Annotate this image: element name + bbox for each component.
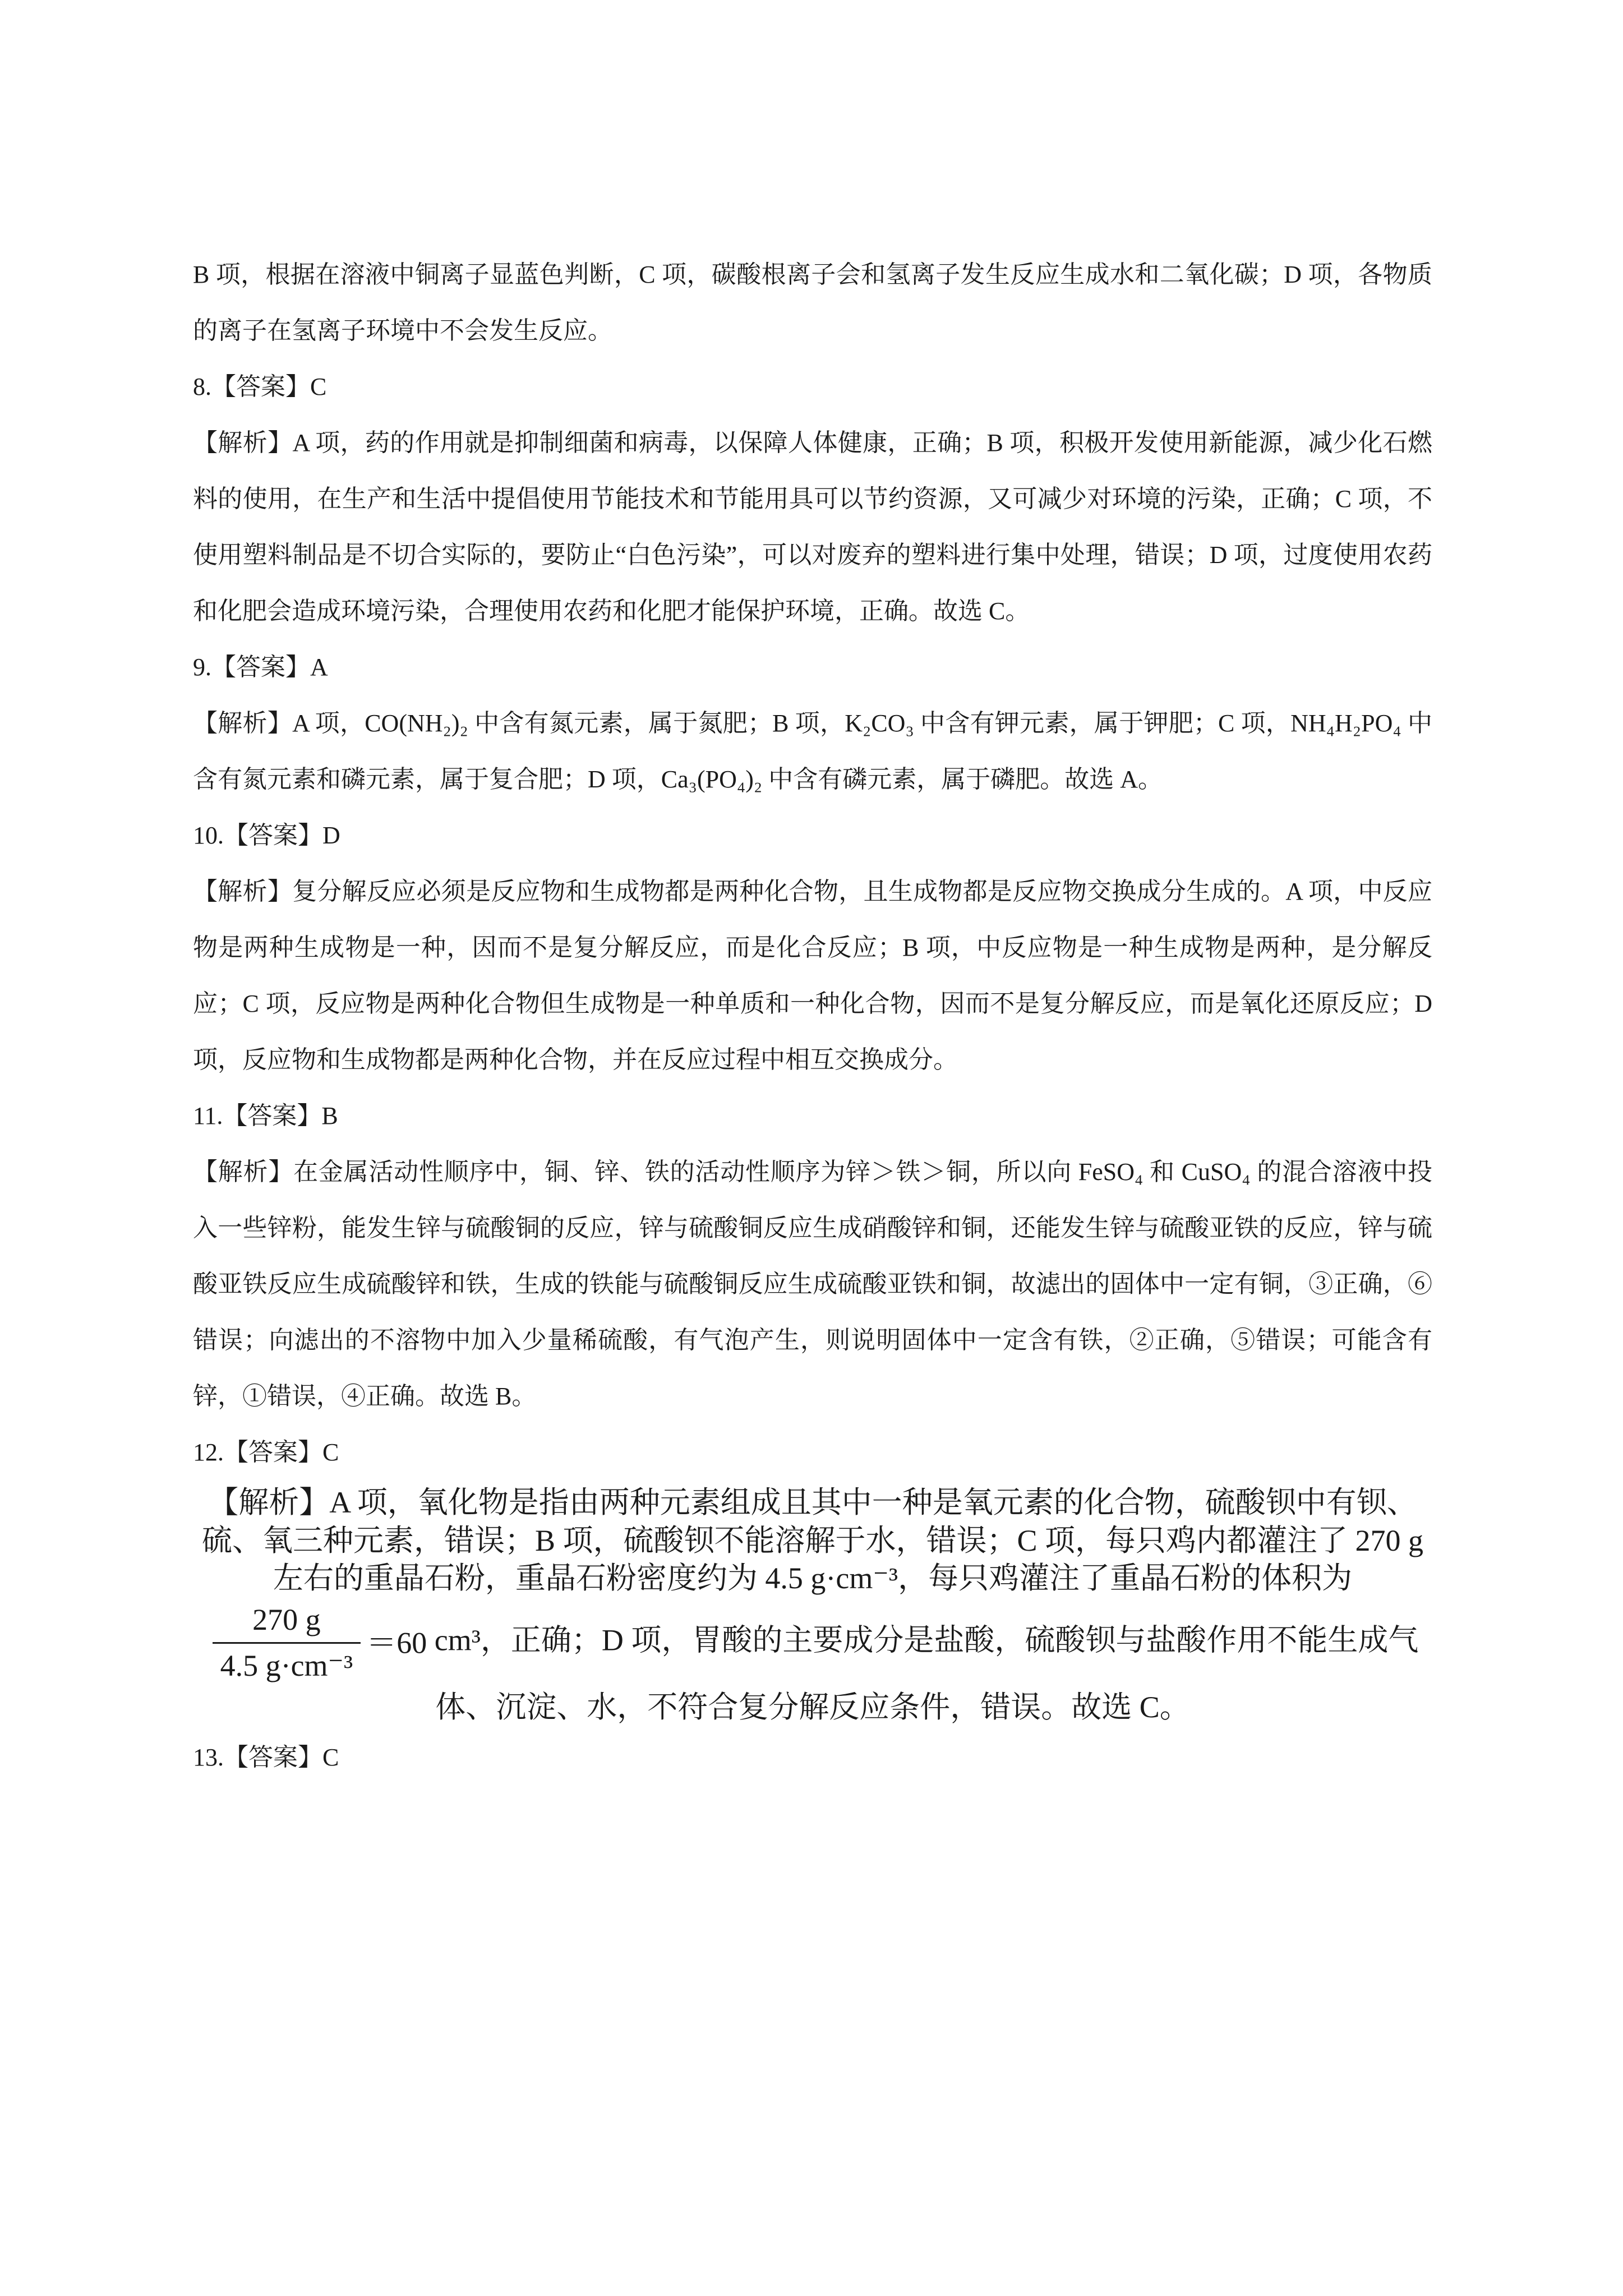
fraction-numerator: 270 g [213,1601,361,1644]
answer-line: 9.【答案】A [193,653,328,681]
paragraph-text: 【解析】A 项，氧化物是指由两种元素组成且其中一种是氧元素的化合物，硫酸钡中有钡、硫、氧三种元素，错误；B 项，硫酸钡不能溶解于水，错误；C 项，每只鸡内都灌注了 270 g 左右的重晶石粉，重晶石粉密度约为 4.5 g·cm⁻³，每只鸡灌注了重晶石粉的体积为 [201,1486,1424,1595]
fraction [213,1601,361,1685]
paragraph: B 项，根据在溶液中铜离子显蓝色判断，C 项，碳酸根离子会和氢离子发生反应生成水和二氧化碳；D 项，各物质的离子在氢离子环境中不会发生反应。 [193,261,1432,344]
answer-line: 8.【答案】C [193,373,327,400]
paragraph-text: cm³，正确；D 项，胃酸的主要成分是盐酸，硫酸钡与盐酸作用不能生成气体、沉淀、水，不符合复分解反应条件，错误。故选 C。 [427,1622,1419,1724]
paragraph: 【解析】A 项，药的作用就是抑制细菌和病毒，以保障人体健康，正确；B 项，积极开发使用新能源，减少化石燃料的使用，在生产和生活中提倡使用节能技术和节能用具可以节约资源，又可减少对环境的污染，正确；C 项，不使用塑料制品是不切合实际的，要防止“白色污染”，可以对废弃的塑料进行集中处理，错误；D 项，过度使用农药和化肥会造成环境污染，合理使用农药和化肥才能保护环境，正确。故选 C。 [193,429,1432,625]
answer-line: 12.【答案】C [193,1439,339,1466]
fraction-denominator: 4.5 g·cm⁻³ [220,1649,353,1682]
answer-line: 13.【答案】C [193,1744,339,1771]
paragraph: 【解析】在金属活动性顺序中，铜、锌、铁的活动性顺序为锌＞铁＞铜，所以向 FeSO₄ 和 CuSO₄ 的混合溶液中投入一些锌粉，能发生锌与硫酸铜的反应，锌与硫酸铜反应生成硝酸锌和铜，还能发生锌与硫酸亚铁的反应，锌与硫酸亚铁反应生成硫酸锌和铁，生成的铁能与硫酸铜反应生成硫酸亚铁和铜，故滤出的固体中一定有铜，③正确，⑥错误；向滤出的不溶物中加入少量稀硫酸，有气泡产生，则说明固体中一定含有铁，②正确，⑤错误；可能含有锌，①错误，④正确。故选 B。 [193,1158,1432,1410]
answer-line: 10.【答案】D [193,822,340,849]
paragraph: 【解析】复分解反应必须是反应物和生成物都是两种化合物，且生成物都是反应物交换成分生成的。A 项，中反应物是两种生成物是一种，因而不是复分解反应，而是化合反应；B 项，中反应物是一种生成物是两种，是分解反应；C 项，反应物是两种化合物但生成物是一种单质和一种化合物，因而不是复分解反应，而是氧化还原反应；D 项，反应物和生成物都是两种化合物，并在反应过程中相互交换成分。 [193,878,1432,1073]
paragraph [199,1484,1427,1726]
document-content [193,247,1432,1786]
fraction-result: ＝60 [366,1625,427,1659]
paragraph: 【解析】A 项，CO(NH₂)₂ 中含有氮元素，属于氮肥；B 项，K₂CO₃ 中含有钾元素，属于钾肥；C 项，NH₄H₂PO₄ 中含有氮元素和磷元素，属于复合肥；D 项，Ca₃(PO₄)₂ 中含有磷元素，属于磷肥。故选 A。 [193,709,1432,793]
answer-line: 11.【答案】B [193,1102,338,1129]
